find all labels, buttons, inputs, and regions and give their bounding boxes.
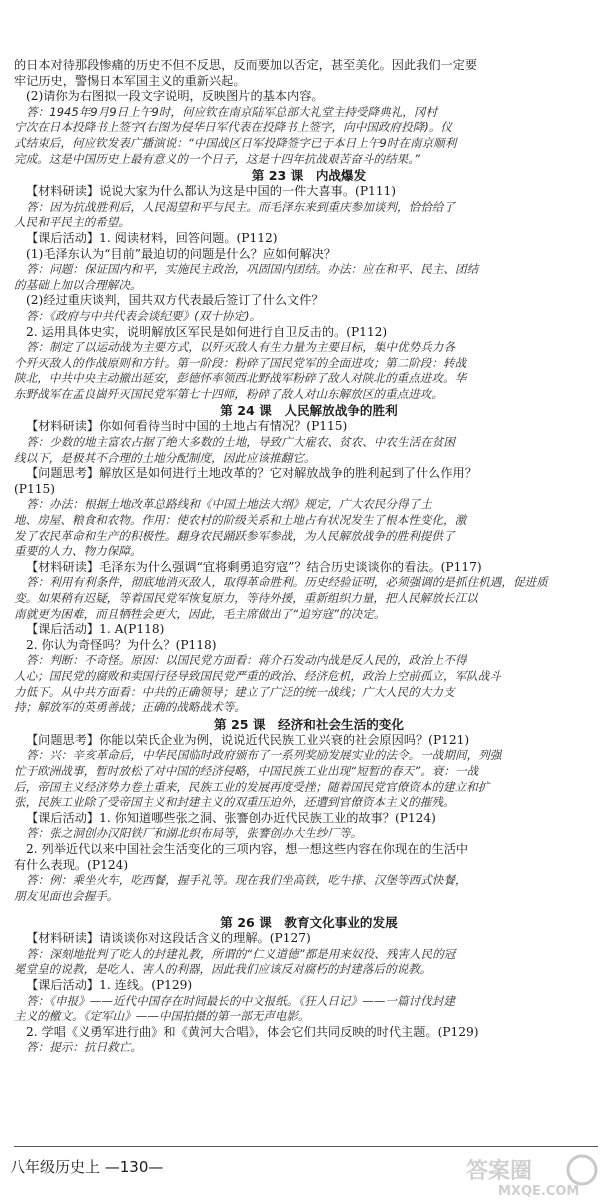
question-line: 【问题思考】解放区是如何进行土地改革的？它对解放战争的胜利起到了什么作用？: [26, 466, 477, 481]
answer-line: 地、房屋、粮食和农物。作用：使农村的阶级关系和土地占有状况发生了根本性变化，激: [14, 513, 467, 528]
answer-line: 答：办法：根据土地改革总路线和《中国土地法大纲》规定，广大农民分得了土: [26, 497, 432, 512]
answer-line: 南就更为困难，而且牺牲会更大，因此，毛主席做出了“追穷寇”的决定。: [14, 606, 386, 621]
answer-line: 个歼灭敌人的作战原则和方针。第一阶段：粉碎了国民党军的全面进攻；第二阶段：转战: [14, 355, 467, 370]
question-line: (2)经过重庆谈判，国共双方代表最后签订了什么文件？: [26, 293, 324, 308]
question-line: 【课后活动】1. 连线。(P129): [26, 978, 193, 993]
question-line: (P115): [14, 481, 55, 496]
page-footer: [0, 1146, 612, 1200]
answer-line: 忙于欧洲战事，暂时放松了对中国的经济侵略，中国民族工业出现“短暂的春天”。衰：一战: [14, 763, 479, 778]
answer-line: 答：《政府与中共代表会谈纪要》(双十协定)。: [26, 308, 262, 323]
question-line: 【材料研读】你如何看待当时中国的土地占有情况？(P115): [26, 419, 348, 434]
answer-line: 重要的人力、物力保障。: [14, 544, 142, 559]
question-line: 有什么表现。(P124): [14, 857, 129, 872]
answer-line: 东野战军在孟良崮歼灭国民党军第七十四师，粉碎了敌人对山东解放区的重点进攻。: [14, 386, 443, 401]
page-number: 八年级历史上 —130—: [10, 1158, 164, 1176]
answer-line: 人心；国民党的腐败和卖国行径导致国民党严重的政治、经济危机，政治上空前孤立，军队战斗: [14, 668, 501, 683]
question-line: 2. 你认为奇怪吗？为什么？(P118): [26, 637, 217, 652]
question-line: (1)毛泽东认为“目前”最迫切的问题是什么？应如何解决？: [26, 246, 337, 261]
answer-line: 后，帝国主义经济势力卷土重来，民族工业的发展再度受挫；随着国民党官僚资本的建立和扩: [14, 779, 490, 794]
answer-line: 式结束后，何应钦发表广播演说：“中国战区日军投降签字已于本日上午9时在南京顺利: [14, 135, 457, 150]
answer-line: 答：《申报》——近代中国存在时间最长的中文报纸。《狂人日记》——一篇讨伐封建: [26, 993, 455, 1008]
question-line: 【课后活动】1. 阅读材料，回答问题。(P112): [26, 230, 278, 245]
answer-line: 张，民族工业除了受帝国主义和封建主义的双重压迫外，还遭到官僚资本主义的摧残。: [14, 795, 455, 810]
answer-line: 持；解放军的英勇善战；正确的战略战术等。: [14, 700, 246, 715]
answer-line: 答：提示：抗日救亡。: [26, 1040, 142, 1055]
question-line: 【问题思考】你能以荣氏企业为例，说说近代民族工业兴衰的社会原因吗？(P121): [26, 732, 470, 747]
watermark-text: 答案圈: [466, 1159, 533, 1184]
watermark-logo: [462, 1152, 602, 1198]
answer-line: 的基础上加以合理解决。: [14, 277, 142, 292]
answer-line: 力低下。从中共方面看：中共的正确领导；建立了广泛的统一战线；广大人民的大力支: [14, 684, 455, 699]
question-line: 【材料研读】毛泽东为什么强调“宜将剩勇追穷寇”？结合历史谈谈你的看法。(P117): [26, 559, 482, 574]
lesson-heading: 第 26 课 教育文化事业的发展: [220, 915, 398, 931]
answer-line: 答：张之洞创办汉阳铁厂和湖北织布局等，张謇创办大生纱厂等。: [26, 826, 363, 841]
question-line: 2. 列举近代以来中国社会生活变化的三项内容，想一想这些内容在你现在的生活中: [26, 841, 469, 856]
answer-line: 宁次在日本投降书上签字(右图为侵华日军代表在投降书上签字，向中国政府投降)。仪: [14, 120, 453, 135]
spacer: [14, 904, 604, 914]
lesson-heading: 第 24 课 人民解放战争的胜利: [220, 403, 398, 419]
answer-line: 陕北，中共中央主动撤出延安，彭德怀率领西北野战军粉碎了敌人对陕北的重点进攻。华: [14, 371, 467, 386]
answer-line: 答：兴：辛亥革命后，中华民国临时政府颁布了一系列奖励发展实业的法令。一战期间，列强: [26, 748, 502, 763]
answer-line: 冕堂皇的说教，是吃人、害人的利器，因此我们应该反对腐朽的封建落后的说教。: [14, 962, 432, 977]
answer-line: 主义的檄文。《定军山》——中国拍摄的第一部无声电影。: [14, 1009, 310, 1024]
lesson-heading: 第 23 课 内战爆发: [251, 168, 367, 184]
answer-line: 变。如果稍有迟疑，等着国民党军恢复原力，等待外援，重新组织力量，把人民解放长江以: [14, 591, 478, 605]
answer-line: 答：问题：保证国内和平，实施民主政治，巩固国内团结。办法：应在和平、民主、团结: [26, 262, 479, 277]
answer-line: 线以下，是极其不合理的土地分配制度，因此应该推翻它。: [14, 450, 316, 465]
answer-line: 答：判断：不奇怪。原因：以国民党方面看：蒋介石发动内战是反人民的，政治上不得: [26, 653, 467, 668]
answer-line: 朋友见面也会握手。: [14, 888, 119, 903]
question-line: 【材料研读】请谈谈你对这段话含义的理解。(P127): [26, 931, 311, 946]
question-line: (2)请你为右图拟一段文字说明，反映图片的基本内容。: [26, 89, 324, 104]
answer-line: 完成。这是中国历史上最有意义的一个日子，这是十四年抗战艰苦奋斗的结果。”: [14, 151, 420, 166]
answer-line: 发了农民革命和生产的积极性。翻身农民踊跃参军参战，为人民解放战争的胜利提供了: [14, 528, 455, 543]
answer-line: 答：利用有利条件，彻底地消灭敌人，取得革命胜利。历史经验证明，必须强调的是抓住机遇，促进质: [26, 575, 548, 590]
question-line: 2. 运用具体史实，说明解放区军民是如何进行自卫反击的。(P112): [26, 324, 388, 339]
answer-line: 人民和平民主的希望。: [14, 215, 130, 230]
answer-line: 答：深刻地批判了吃人的封建礼教，所谓的“仁义道德”都是用来奴役、残害人民的冠: [26, 946, 456, 961]
lesson-heading: 第 25 课 经济和社会生活的变化: [213, 716, 404, 732]
question-line: 2. 学唱《义勇军进行曲》和《黄河大合唱》，体会它们共同反映的时代主题。(P129): [26, 1024, 479, 1039]
footer-rule: [14, 1146, 598, 1147]
question-line: 【课后活动】1. 你知道哪些张之洞、张謇创办近代民族工业的故事？(P124): [26, 810, 436, 825]
answer-line: 答：制定了以运动战为主要方式，以歼灭敌人有生力量为主要目标，集中优势兵力各: [26, 340, 455, 355]
question-line: 【材料研读】说说大家为什么都认为这是中国的一件大喜事。(P111): [26, 184, 397, 199]
question-line: 牢记历史，警惕日本军国主义的重新兴起。: [14, 73, 246, 88]
question-line: 【课后活动】1. A(P118): [26, 622, 165, 637]
answer-document: [14, 58, 604, 1056]
question-line: 的日本对待那段惨痛的历史不但不反思，反而要加以否定，甚至美化。因此我们一定要: [14, 58, 478, 72]
answer-line: 答：少数的地主富农占据了绝大多数的土地，导致广大雇农、贫农、中农生活在贫困: [26, 435, 455, 450]
answer-line: 答：因为抗战胜利后，人民渴望和平与民主。而毛泽东来到重庆参加谈判，恰恰给了: [26, 199, 455, 214]
watermark-url: MXQE.COM: [498, 1184, 580, 1198]
answer-line: 答：1945年9月9日上午9时，何应钦在南京陆军总部大礼堂主持受降典礼，冈村: [26, 104, 438, 119]
answer-line: 答：例：乘坐火车，吃西餐，握手礼等。现在我们坐高铁，吃牛排、汉堡等西式快餐，: [26, 873, 467, 888]
